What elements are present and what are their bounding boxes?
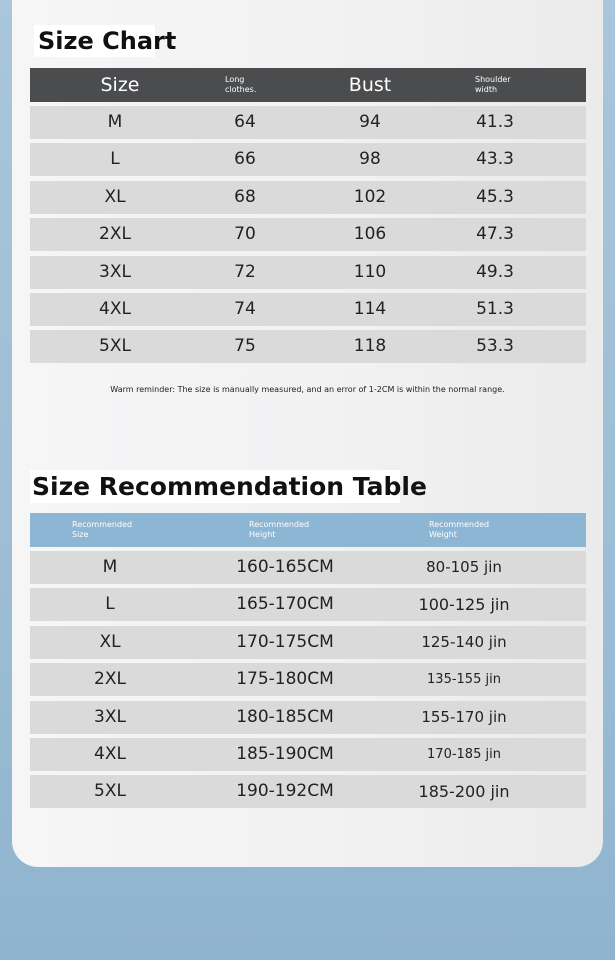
long-cell: 68: [234, 186, 256, 207]
rec-weight-cell: 80-105 jin: [426, 558, 502, 576]
long-cell: 74: [234, 298, 256, 319]
table-row: [30, 293, 586, 326]
rec-height-cell: 185-190CM: [236, 743, 334, 764]
header-shoulder-line1: Shoulder: [475, 75, 511, 84]
rec-size-cell: 3XL: [94, 706, 126, 727]
header-rec-weight-line2: Weight: [429, 530, 457, 539]
recommendation-header: [30, 513, 586, 547]
header-long-line1: Long: [225, 75, 245, 84]
rec-size-cell: 5XL: [94, 781, 126, 802]
size-cell: 2XL: [99, 224, 131, 245]
warm-reminder-note: Warm reminder: The size is manually measured, and an error of 1-2CM is within the normal range.: [110, 385, 505, 394]
shoulder-cell: 45.3: [476, 186, 514, 207]
rec-size-cell: M: [102, 557, 118, 577]
rec-weight-cell: 135-155 jin: [427, 672, 501, 688]
size-chart-header: [30, 68, 586, 102]
header-rec-weight-line1: Recommended: [429, 520, 490, 529]
shoulder-cell: 41.3: [476, 112, 514, 132]
size-chart-title: Size Chart: [34, 25, 155, 57]
size-cell: L: [110, 149, 120, 170]
recommendation-rows: [30, 551, 586, 813]
table-row: [30, 626, 586, 659]
rec-height-cell: 175-180CM: [236, 669, 334, 690]
long-cell: 70: [234, 224, 256, 245]
table-row: [30, 143, 586, 176]
bust-cell: 102: [353, 186, 387, 207]
rec-weight-cell: 155-170 jin: [421, 707, 507, 726]
header-rec-size-line2: Size: [72, 530, 89, 539]
table-row: [30, 218, 586, 251]
rec-weight-cell: 185-200 jin: [418, 782, 510, 802]
rec-height-cell: 170-175CM: [236, 631, 334, 652]
header-shoulder-line2: width: [475, 85, 498, 94]
long-cell: 64: [234, 112, 256, 132]
header-size: Size: [100, 74, 140, 96]
bust-cell: 98: [359, 149, 381, 170]
rec-height-cell: 165-170CM: [236, 594, 334, 615]
header-long-line2: clothes.: [225, 85, 257, 94]
rec-size-cell: 4XL: [94, 743, 126, 764]
rec-size-cell: 2XL: [94, 669, 126, 690]
rec-weight-cell: 125-140 jin: [421, 632, 507, 651]
table-row: [30, 181, 586, 214]
size-cell: XL: [104, 186, 126, 207]
rec-weight-cell: 100-125 jin: [418, 595, 510, 615]
header-shoulder-width: [475, 68, 535, 102]
bust-cell: 110: [353, 261, 387, 282]
header-recommended-weight: [429, 513, 519, 547]
rec-size-cell: XL: [99, 631, 121, 652]
shoulder-cell: 43.3: [476, 149, 514, 170]
size-cell: 3XL: [99, 261, 131, 282]
rec-height-cell: 160-165CM: [236, 557, 334, 577]
header-rec-height-line2: Height: [249, 530, 276, 539]
table-row: [30, 256, 586, 289]
rec-weight-cell: 170-185 jin: [427, 746, 501, 762]
rec-height-cell: 180-185CM: [236, 706, 334, 727]
bust-cell: 114: [353, 298, 387, 319]
table-row: [30, 738, 586, 771]
table-row: [30, 330, 586, 363]
bust-cell: 94: [359, 112, 381, 132]
shoulder-cell: 51.3: [476, 298, 514, 319]
table-row: [30, 106, 586, 139]
shoulder-cell: 49.3: [476, 261, 514, 282]
header-recommended-size: [72, 513, 162, 547]
recommendation-title: Size Recommendation Table: [32, 472, 427, 501]
table-row: [30, 588, 586, 621]
header-recommended-height: [249, 513, 339, 547]
shoulder-cell: 47.3: [476, 224, 514, 245]
long-cell: 66: [234, 149, 256, 170]
shoulder-cell: 53.3: [476, 336, 514, 357]
size-cell: M: [107, 112, 123, 132]
table-row: [30, 775, 586, 808]
size-cell: 5XL: [99, 336, 131, 357]
header-rec-size-line1: Recommended: [72, 520, 133, 529]
size-chart-rows: [30, 106, 586, 368]
rec-size-cell: L: [105, 594, 115, 615]
long-cell: 72: [234, 261, 256, 282]
header-bust: Bust: [348, 74, 392, 96]
long-cell: 75: [234, 336, 256, 357]
table-row: [30, 551, 586, 584]
size-cell: 4XL: [99, 298, 131, 319]
bust-cell: 118: [353, 336, 387, 357]
header-long-clothes: [225, 68, 285, 102]
rec-height-cell: 190-192CM: [236, 781, 334, 802]
table-row: [30, 701, 586, 734]
table-row: [30, 663, 586, 696]
header-rec-height-line1: Recommended: [249, 520, 310, 529]
bust-cell: 106: [353, 224, 387, 245]
